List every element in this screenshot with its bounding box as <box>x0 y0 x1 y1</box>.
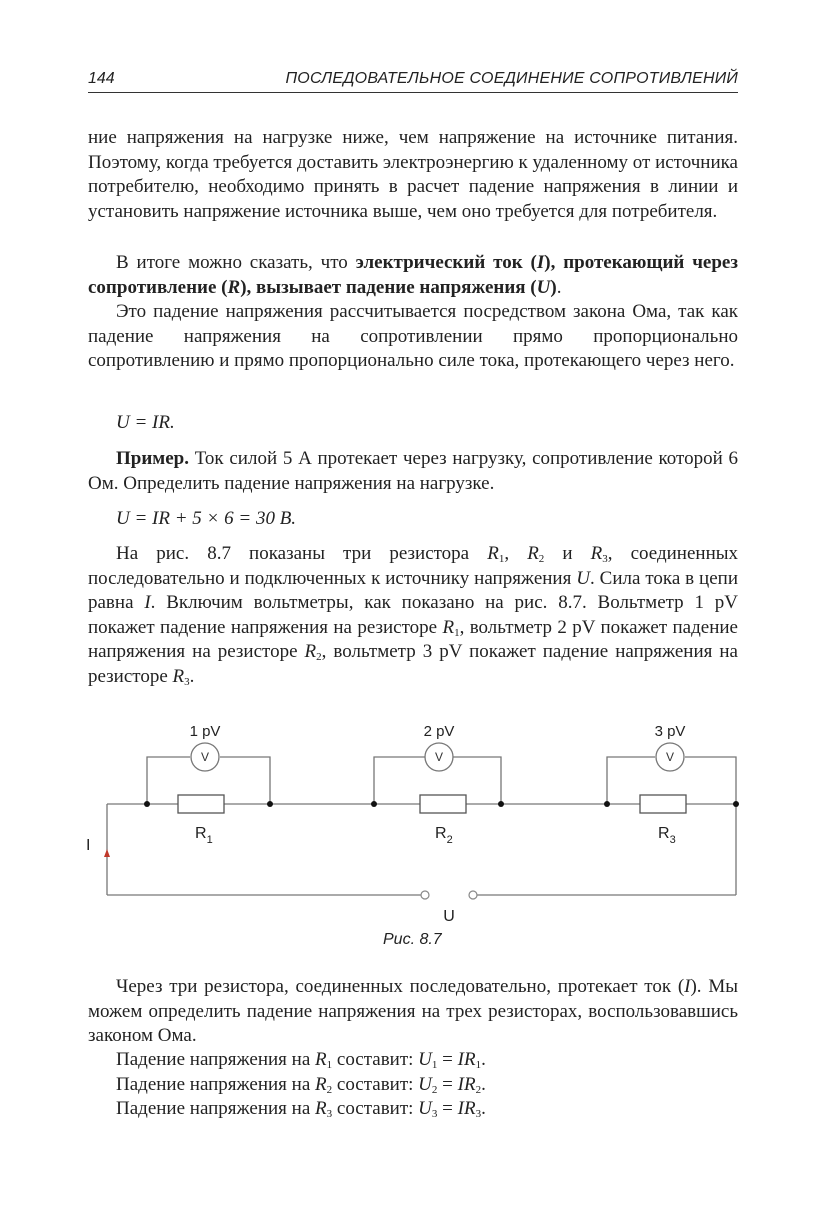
voltage-drop-line-2: Падение напряжения на $R_2$ составит: $U_2 = IR_2$. <box>116 1073 486 1096</box>
resistor-r3 <box>640 795 686 813</box>
junction-dot <box>144 801 150 807</box>
paragraph-5: На рис. 8.7 показаны три резистора $R_1$, $R_2$ и $R_3$, соединенных последовательно и подключенных к источнику напряжения U. Сила тока в цепи равна I. Включим вольтметры, как показано на рис. 8.7. Вольтметр 1 pV покажет падение напряжения на резисторе $R_1$, вольтметр 2 pV покажет падение напряжения на резисторе $R_2$, вольтметр 3 pV покажет падение напряжения на резисторе $R_3$. <box>88 543 739 688</box>
figure-caption: Рис. 8.7 <box>383 931 442 948</box>
page-number: 144 <box>88 70 115 87</box>
source-terminal-right <box>469 891 477 899</box>
resistor-r2 <box>420 795 466 813</box>
junction-dot <box>371 801 377 807</box>
running-title: ПОСЛЕДОВАТЕЛЬНОЕ СОЕДИНЕНИЕ СОПРОТИВЛЕНИЙ <box>285 70 738 87</box>
voltage-drop-line-3: Падение напряжения на $R_3$ составит: $U_3 = IR_3$. <box>116 1098 486 1120</box>
paragraph-3: Это падение напряжения рассчитывается посредством закона Ома, так как падение напряжения на сопротивлении прямо пропорционально сопротивлению и прямо пропорционально силе тока, протекающего через него. <box>88 301 738 371</box>
junction-dot <box>604 801 610 807</box>
voltage-drop-line-1: Падение напряжения на $R_1$ составит: $U_1 = IR_1$. <box>116 1049 486 1071</box>
junction-dot <box>733 801 739 807</box>
current-arrow-icon <box>104 849 110 857</box>
formula-ohm: U = IR. <box>116 412 175 433</box>
vm3-right-lead <box>685 757 736 804</box>
voltmeter-3-symbol: V <box>665 750 675 764</box>
voltmeter-2-label: 2 pV <box>423 723 455 740</box>
resistor-r1 <box>178 795 224 813</box>
source-label: U <box>443 908 455 925</box>
formula-example: U = IR + 5 × 6 = 30 В. <box>116 508 297 529</box>
junction-dot <box>498 801 504 807</box>
example-label: Пример. <box>116 448 189 469</box>
voltmeter-1-symbol: V <box>200 750 210 764</box>
paragraph-6: Через три резистора, соединенных последовательно, протекает ток (I). Мы можем определить падение напряжения на трех резисторах, воспользовавшись законом Ома. <box>88 976 738 1046</box>
circuit-diagram <box>80 715 760 925</box>
resistor-r1-label: $R_1$ <box>195 825 213 846</box>
current-label: I <box>86 837 91 854</box>
vm1-right-lead <box>220 757 270 804</box>
voltmeter-3-label: 3 pV <box>654 723 686 740</box>
vm2-left-lead <box>374 757 425 804</box>
running-header <box>88 66 738 93</box>
paragraph-2: В итоге можно сказать, что электрический ток (I), протекающий через сопротивление (R), вызывает падение напряжения (U). <box>88 252 738 298</box>
resistor-r3-label: $R_3$ <box>658 825 676 846</box>
voltage-drop-list <box>88 1048 738 1122</box>
resistor-r2-label: $R_2$ <box>435 825 453 846</box>
paragraph-example: Пример. Ток силой 5 А протекает через нагрузку, сопротивление которой 6 Ом. Определить падение напряжения на нагрузке. <box>88 448 738 494</box>
junction-dot <box>267 801 273 807</box>
paragraph-1: ние напряжения на нагрузке ниже, чем напряжение на источнике питания. Поэтому, когда требуется доставить электроэнергию к удаленному от источника потребителю, необходимо принять в расчет падение напряжения в линии и установить напряжение источника выше, чем оно требуется для потребителя. <box>88 127 738 222</box>
voltmeter-2-symbol: V <box>434 750 444 764</box>
voltmeter-1-label: 1 pV <box>189 723 221 740</box>
source-terminal-left <box>421 891 429 899</box>
